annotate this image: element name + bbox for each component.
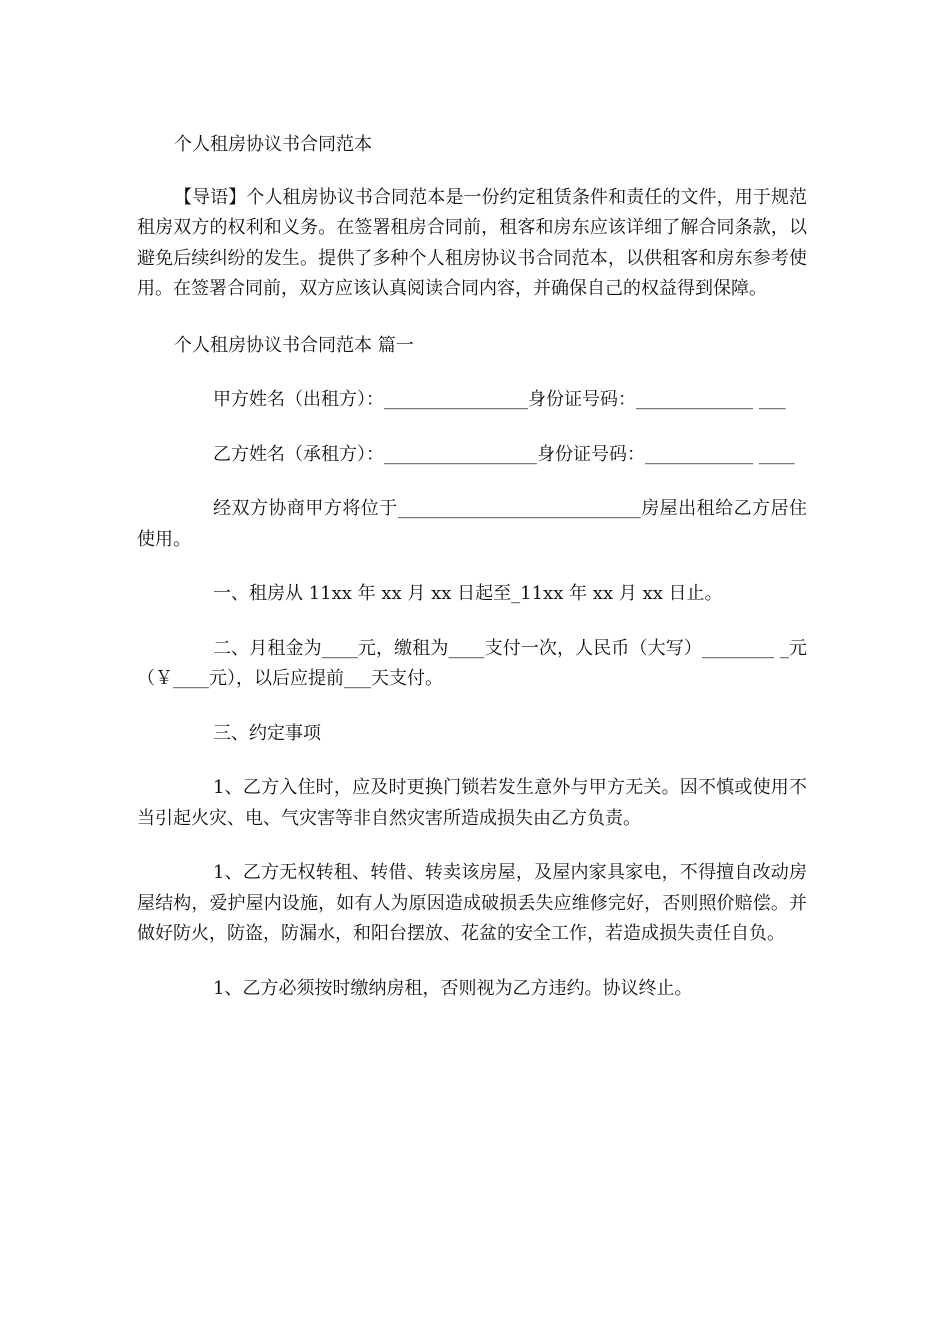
clause-2: 二、月租金为____元，缴租为____支付一次，人民币（大写）________ _元（￥____元），以后应提前___天支付。 [137,637,807,689]
document-title: 个人租房协议书合同范本 [174,134,372,155]
item-2: 1、乙方无权转租、转借、转卖该房屋，及屋内家具家电，不得擅自改动房屋结构，爱护屋内设施，如有人为原因造成破损丢失应维修完好，否则照价赔偿。并做好防火，防盗，防漏水，和阳台摆放、花盆的安全工作，若造成损失责任自负。 [137,862,807,944]
item-3: 1、乙方必须按时缴纳房租，否则视为乙方违约。协议终止。 [213,977,693,999]
document-page [137,130,807,1028]
section-title: 个人租房协议书合同范本 篇一 [174,334,414,356]
clause-1: 一、租房从 11xx 年 xx 月 xx 日起至_11xx 年 xx 月 xx 日止。 [213,583,723,604]
location-paragraph: 经双方协商甲方将位于___________________________房屋出租给乙方居住使用。 [137,498,807,550]
party-b-line: 乙方姓名（承租方）：_________________身份证号码：____________ ____ [213,443,795,465]
item-1: 1、乙方入住时，应及时更换门锁若发生意外与甲方无关。因不慎或使用不当引起火灾、电、气灾害等非自然灾害所造成损失由乙方负责。 [137,777,807,829]
party-a-line: 甲方姓名（出租方）：________________身份证号码：_____________ ___ [213,389,786,410]
intro-paragraph: 【导语】个人租房协议书合同范本是一份约定租赁条件和责任的文件，用于规范租房双方的权利和义务。在签署租房合同前，租客和房东应该详细了解合同条款，以避免后续纠纷的发生。提供了多种个人租房协议书合同范本，以供租客和房东参考使用。在签署合同前，双方应该认真阅读合同内容，并确保自己的权益得到保障。 [137,186,807,299]
clause-3: 三、约定事项 [213,722,321,744]
